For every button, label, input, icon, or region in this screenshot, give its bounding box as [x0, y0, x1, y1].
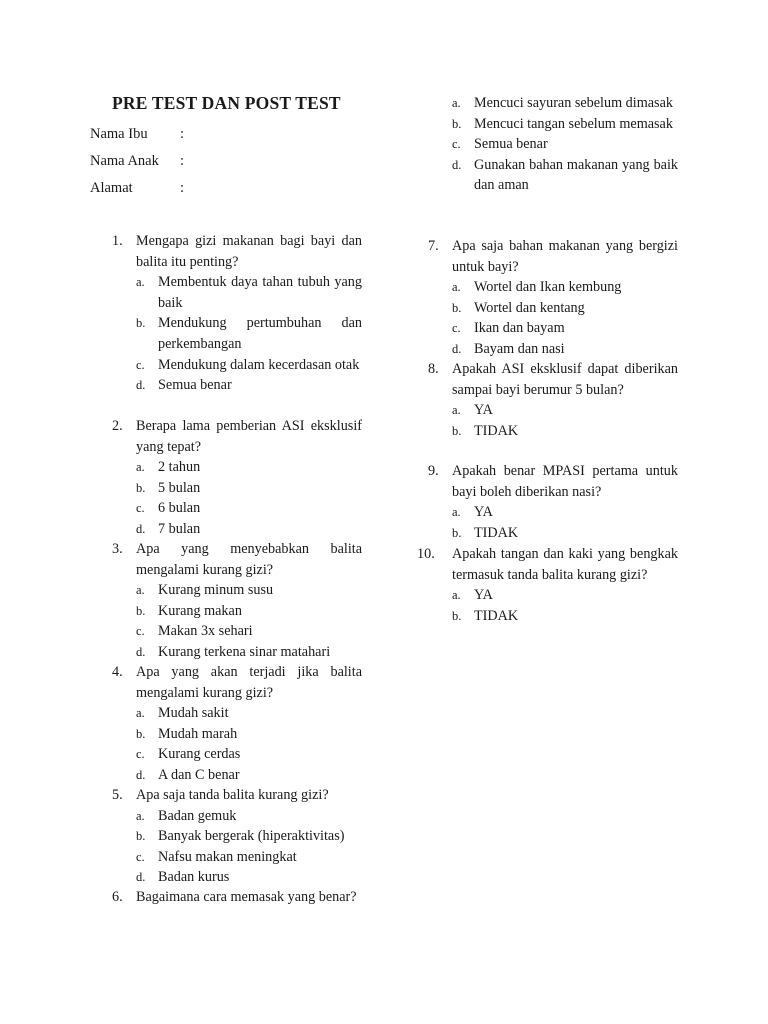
- option-text: Badan kurus: [158, 869, 230, 886]
- option-letter: c.: [136, 501, 145, 516]
- option-letter: a.: [136, 706, 145, 721]
- question-text: Apakah tangan dan kaki yang bengkak termasuk tanda balita kurang gizi?: [452, 546, 678, 583]
- question-number: 9.: [428, 463, 439, 479]
- option-text: YA: [474, 587, 493, 604]
- option-letter: a.: [452, 505, 461, 520]
- question-number: 8.: [428, 361, 439, 377]
- field-alamat: [90, 180, 184, 197]
- option-b: [452, 421, 678, 442]
- question-9: [428, 461, 678, 543]
- option-d: [136, 765, 362, 786]
- option-text: Ikan dan bayam: [474, 320, 565, 337]
- option-letter: b.: [452, 116, 462, 131]
- option-a: [452, 502, 678, 523]
- option-letter: d.: [136, 870, 146, 885]
- option-list: [136, 457, 362, 539]
- option-text: A dan C benar: [158, 766, 240, 783]
- option-letter: c.: [136, 849, 145, 864]
- option-text: 2 tahun: [158, 459, 201, 476]
- option-list: [136, 580, 362, 662]
- question-10: [417, 544, 678, 626]
- field-separator: :: [180, 180, 185, 196]
- option-letter: d.: [136, 378, 146, 393]
- option-list: [452, 277, 678, 359]
- option-a: [136, 580, 362, 601]
- option-text: Mudah sakit: [158, 705, 229, 722]
- option-text: Mendukung dalam kecerdasan otak: [158, 356, 360, 373]
- option-list: [136, 806, 362, 888]
- option-text: Mencuci tangan sebelum memasak: [474, 115, 673, 132]
- option-d: [136, 642, 362, 663]
- option-text: 5 bulan: [158, 479, 201, 496]
- option-text: Bayam dan nasi: [474, 340, 565, 357]
- question-text: Apa saja bahan makanan yang bergizi untuk bayi?: [452, 238, 678, 275]
- option-b: [452, 298, 678, 319]
- option-letter: b.: [136, 316, 146, 331]
- option-letter: c.: [136, 357, 145, 372]
- option-text: Wortel dan kentang: [474, 299, 585, 316]
- option-letter: c.: [452, 137, 461, 152]
- option-b: [452, 523, 678, 544]
- option-a: [136, 806, 362, 827]
- option-letter: c.: [452, 321, 461, 336]
- option-a: [452, 400, 678, 421]
- question-4: [112, 662, 362, 786]
- option-letter: d.: [452, 341, 462, 356]
- option-text: Badan gemuk: [158, 807, 237, 824]
- question-text: Apa yang akan terjadi jika balita mengalami kurang gizi?: [136, 664, 362, 701]
- option-letter: b.: [452, 608, 462, 623]
- option-letter: b.: [136, 480, 146, 495]
- option-d: [452, 339, 678, 360]
- option-c: [136, 847, 362, 868]
- question-number: 3.: [112, 541, 123, 557]
- option-text: Kurang makan: [158, 602, 242, 619]
- option-letter: c.: [136, 747, 145, 762]
- question-2: [112, 416, 362, 540]
- option-b: [452, 606, 678, 627]
- option-letter: a.: [136, 808, 145, 823]
- option-text: 7 bulan: [158, 520, 201, 537]
- option-text: Gunakan bahan makanan yang baik dan aman: [474, 156, 678, 194]
- option-text: Kurang terkena sinar matahari: [158, 643, 331, 660]
- option-text: Makan 3x sehari: [158, 623, 253, 640]
- question-1: [112, 231, 362, 396]
- option-d: [136, 867, 362, 888]
- option-text: Semua benar: [474, 136, 548, 153]
- question-8: [428, 359, 678, 441]
- option-a: [136, 457, 362, 478]
- option-letter: b.: [136, 829, 146, 844]
- question-text: Bagaimana cara memasak yang benar?: [136, 889, 357, 905]
- option-b: [452, 114, 678, 135]
- option-letter: a.: [452, 280, 461, 295]
- field-label: Nama Ibu: [90, 126, 148, 142]
- option-letter: c.: [136, 624, 145, 639]
- question-text: Mengapa gizi makanan bagi bayi dan balita itu penting?: [136, 233, 362, 270]
- field-separator: :: [180, 153, 185, 169]
- page-title: PRE TEST DAN POST TEST: [112, 93, 341, 113]
- option-a: [452, 585, 678, 606]
- option-list: [136, 703, 362, 785]
- option-b: [136, 724, 362, 745]
- question-number: 7.: [428, 238, 439, 254]
- option-text: Kurang minum susu: [158, 582, 274, 599]
- question-number: 2.: [112, 418, 123, 434]
- option-text: Banyak bergerak (hiperaktivitas): [158, 828, 345, 845]
- option-letter: a.: [136, 460, 145, 475]
- option-text: TIDAK: [474, 422, 519, 439]
- option-c: [136, 621, 362, 642]
- option-text: Kurang cerdas: [158, 746, 241, 763]
- option-a: [452, 93, 678, 114]
- option-text: Mendukung pertumbuhan dan perkembangan: [158, 315, 362, 352]
- option-c: [452, 318, 678, 339]
- question-3: [112, 539, 362, 663]
- question-text: Apakah benar MPASI pertama untuk bayi boleh diberikan nasi?: [452, 463, 678, 500]
- option-letter: b.: [136, 603, 146, 618]
- option-text: Semua benar: [158, 377, 232, 394]
- option-list: [452, 400, 678, 441]
- option-letter: a.: [452, 588, 461, 603]
- option-a: [136, 272, 362, 313]
- option-list: [136, 272, 362, 396]
- field-label: Nama Anak: [90, 153, 159, 169]
- option-letter: a.: [136, 583, 145, 598]
- option-c: [136, 355, 362, 376]
- option-text: YA: [474, 402, 493, 419]
- option-letter: d.: [136, 521, 146, 536]
- option-b: [136, 478, 362, 499]
- question-number: 10.: [417, 546, 435, 562]
- option-letter: a.: [452, 96, 461, 110]
- option-b: [136, 826, 362, 847]
- option-list: [452, 93, 678, 196]
- option-d: [136, 375, 362, 396]
- option-d: [452, 155, 678, 196]
- option-a: [136, 703, 362, 724]
- question-number: 6.: [112, 889, 123, 905]
- field-label: Alamat: [90, 180, 133, 196]
- option-text: Nafsu makan meningkat: [158, 848, 297, 865]
- question-text: Apakah ASI eksklusif dapat diberikan sampai bayi berumur 5 bulan?: [452, 361, 678, 398]
- field-nama-anak: [90, 153, 184, 170]
- option-letter: a.: [452, 403, 461, 418]
- question-number: 1.: [112, 233, 123, 249]
- option-text: Mencuci sayuran sebelum dimasak: [474, 95, 673, 111]
- question-6-options: [428, 93, 678, 196]
- option-list: [452, 585, 678, 626]
- option-c: [452, 134, 678, 155]
- question-number: 5.: [112, 787, 123, 803]
- option-letter: b.: [136, 726, 146, 741]
- option-letter: b.: [452, 300, 462, 315]
- question-number: 4.: [112, 664, 123, 680]
- option-letter: b.: [452, 423, 462, 438]
- option-list: [452, 502, 678, 543]
- option-letter: b.: [452, 525, 462, 540]
- option-letter: d.: [136, 767, 146, 782]
- question-5: [112, 785, 362, 888]
- option-letter: a.: [136, 275, 145, 290]
- field-separator: :: [180, 126, 185, 142]
- option-c: [136, 498, 362, 519]
- question-7: [428, 236, 678, 360]
- option-text: YA: [474, 504, 493, 521]
- option-a: [452, 277, 678, 298]
- option-text: TIDAK: [474, 607, 519, 624]
- option-text: TIDAK: [474, 524, 519, 541]
- field-nama-ibu: [90, 126, 184, 143]
- question-text: Berapa lama pemberian ASI eksklusif yang tepat?: [136, 418, 362, 455]
- option-c: [136, 744, 362, 765]
- option-d: [136, 519, 362, 540]
- question-6: [112, 887, 362, 908]
- question-text: Apa saja tanda balita kurang gizi?: [136, 787, 329, 803]
- option-letter: d.: [136, 644, 146, 659]
- option-text: Membentuk daya tahan tubuh yang baik: [158, 274, 362, 311]
- option-text: Mudah marah: [158, 725, 238, 742]
- option-b: [136, 601, 362, 622]
- option-text: 6 bulan: [158, 500, 201, 517]
- option-text: Wortel dan Ikan kembung: [474, 279, 622, 296]
- option-letter: d.: [452, 157, 462, 172]
- question-text: Apa yang menyebabkan balita mengalami kurang gizi?: [136, 541, 362, 578]
- option-b: [136, 313, 362, 354]
